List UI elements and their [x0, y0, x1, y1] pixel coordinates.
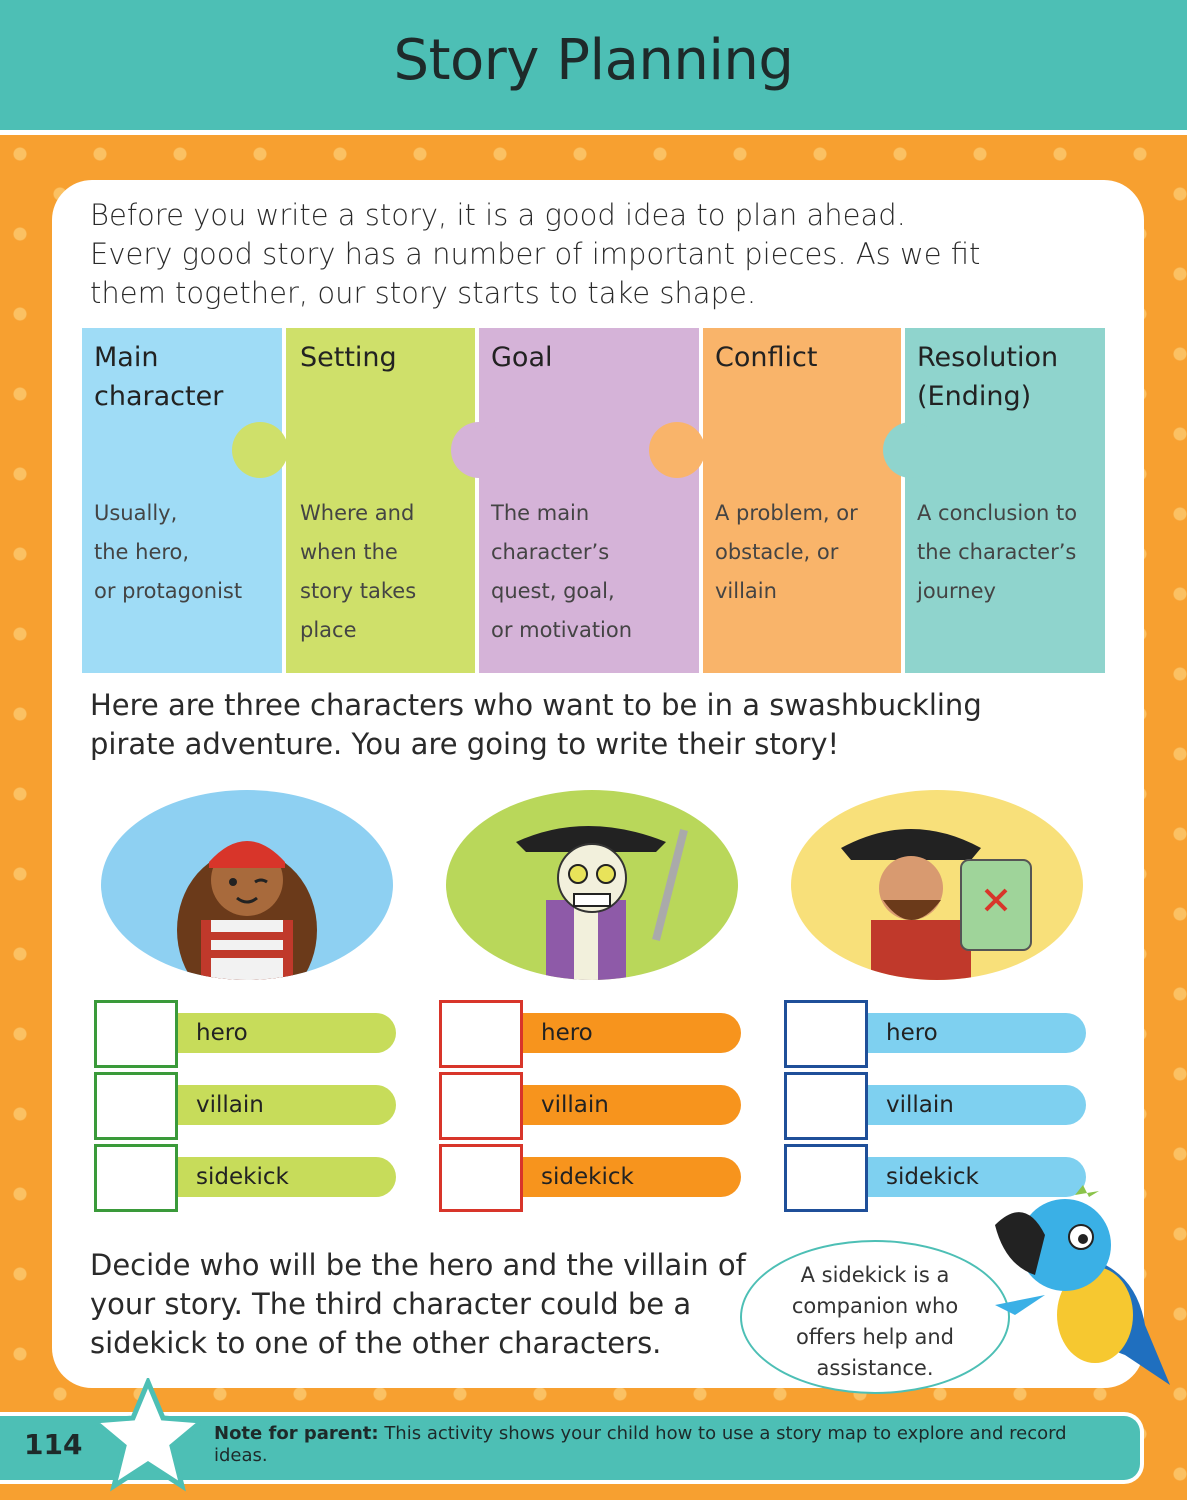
parrot-icon — [985, 1185, 1175, 1395]
option-label: hero — [521, 1013, 741, 1053]
intro-line: Every good story has a number of important pieces. As we fit — [90, 237, 981, 271]
piece-title: Conflict — [715, 342, 818, 373]
page-number: 114 — [24, 1428, 83, 1461]
option-sidekick — [439, 1144, 743, 1216]
speech-bubble — [740, 1240, 1010, 1394]
puzzle-tab — [883, 422, 939, 478]
piece-desc: A problem, or — [715, 501, 858, 525]
parent-note — [214, 1423, 1094, 1467]
piece-desc: when the — [300, 540, 398, 564]
option-hero — [94, 1000, 398, 1072]
checkbox[interactable] — [784, 1144, 868, 1212]
checkbox[interactable] — [784, 1000, 868, 1068]
piece-desc: the hero, — [94, 540, 190, 564]
captain-pirate-illustration — [791, 790, 1083, 980]
piece-desc: or motivation — [491, 618, 633, 642]
intro-line: them together, our story starts to take shape. — [90, 276, 757, 310]
options-character-1 — [94, 1000, 398, 1216]
checkbox[interactable] — [784, 1072, 868, 1140]
piece-desc: journey — [917, 579, 996, 603]
puzzle-piece-resolution — [905, 328, 1105, 673]
option-label: sidekick — [521, 1157, 741, 1197]
title-bar — [0, 0, 1187, 135]
puzzle-tab — [649, 422, 705, 478]
bubble-line: offers help and — [795, 1325, 955, 1349]
page-title: Story Planning — [393, 28, 794, 93]
piece-title: Resolution — [917, 342, 1059, 373]
option-hero — [784, 1000, 1088, 1072]
option-label: villain — [176, 1085, 396, 1125]
character-captain-pirate-image — [791, 790, 1083, 980]
piece-desc: Where and — [300, 501, 415, 525]
puzzle-piece-main-character — [82, 328, 282, 673]
checkbox[interactable] — [439, 1144, 523, 1212]
intro-line: Before you write a story, it is a good idea to plan ahead. — [90, 198, 906, 232]
piece-desc: the character’s — [917, 540, 1077, 564]
instructions-line: your story. The third character could be a — [90, 1287, 692, 1321]
piece-desc: quest, goal, — [491, 579, 615, 603]
option-villain — [94, 1072, 398, 1144]
checkbox[interactable] — [94, 1072, 178, 1140]
option-label: villain — [866, 1085, 1086, 1125]
option-label: villain — [521, 1085, 741, 1125]
piece-desc: story takes — [300, 579, 417, 603]
option-sidekick — [94, 1144, 398, 1216]
piece-desc: villain — [715, 579, 777, 603]
piece-desc: place — [300, 618, 357, 642]
puzzle-piece-goal — [479, 328, 699, 673]
instructions-text — [90, 1246, 770, 1363]
puzzle-piece-conflict — [703, 328, 901, 673]
checkbox[interactable] — [94, 1000, 178, 1068]
note-label: Note for parent: — [214, 1423, 379, 1444]
option-villain — [439, 1072, 743, 1144]
piece-title: Goal — [491, 342, 553, 373]
piece-desc: or protagonist — [94, 579, 243, 603]
skeleton-pirate-illustration — [446, 790, 738, 980]
piece-desc: character’s — [491, 540, 610, 564]
piece-desc: obstacle, or — [715, 540, 839, 564]
puzzle-tab — [451, 422, 507, 478]
puzzle-tab — [232, 422, 288, 478]
intro-line: Here are three characters who want to be in a swashbuckling — [90, 688, 982, 722]
characters-intro — [90, 686, 1090, 764]
girl-pirate-illustration — [101, 790, 393, 980]
note-text: This activity shows your child how to use a story map to explore and record ideas. — [214, 1423, 1067, 1466]
checkbox[interactable] — [94, 1144, 178, 1212]
options-character-3 — [784, 1000, 1088, 1216]
character-girl-pirate-image — [101, 790, 393, 980]
option-villain — [784, 1072, 1088, 1144]
option-label: hero — [866, 1013, 1086, 1053]
intro-line: pirate adventure. You are going to write their story! — [90, 727, 840, 761]
intro-text — [90, 196, 1090, 313]
option-hero — [439, 1000, 743, 1072]
piece-desc: A conclusion to — [917, 501, 1078, 525]
option-label: sidekick — [866, 1157, 1086, 1197]
option-label: sidekick — [176, 1157, 396, 1197]
options-character-2 — [439, 1000, 743, 1216]
piece-desc: Usually, — [94, 501, 178, 525]
puzzle-piece-setting — [286, 328, 475, 673]
instructions-line: Decide who will be the hero and the villain of — [90, 1248, 746, 1282]
checkbox[interactable] — [439, 1072, 523, 1140]
bubble-line: assistance. — [816, 1356, 934, 1380]
checkbox[interactable] — [439, 1000, 523, 1068]
piece-title: Main — [94, 342, 159, 373]
bubble-line: A sidekick is a — [800, 1263, 950, 1287]
piece-title: (Ending) — [917, 381, 1032, 412]
star-icon — [92, 1378, 204, 1496]
piece-title: Setting — [300, 342, 397, 373]
story-puzzle — [82, 328, 1106, 673]
piece-title: character — [94, 381, 224, 412]
piece-desc: The main — [491, 501, 590, 525]
character-skeleton-pirate-image — [446, 790, 738, 980]
instructions-line: sidekick to one of the other characters. — [90, 1326, 662, 1360]
bubble-line: companion who — [791, 1294, 959, 1318]
option-label: hero — [176, 1013, 396, 1053]
